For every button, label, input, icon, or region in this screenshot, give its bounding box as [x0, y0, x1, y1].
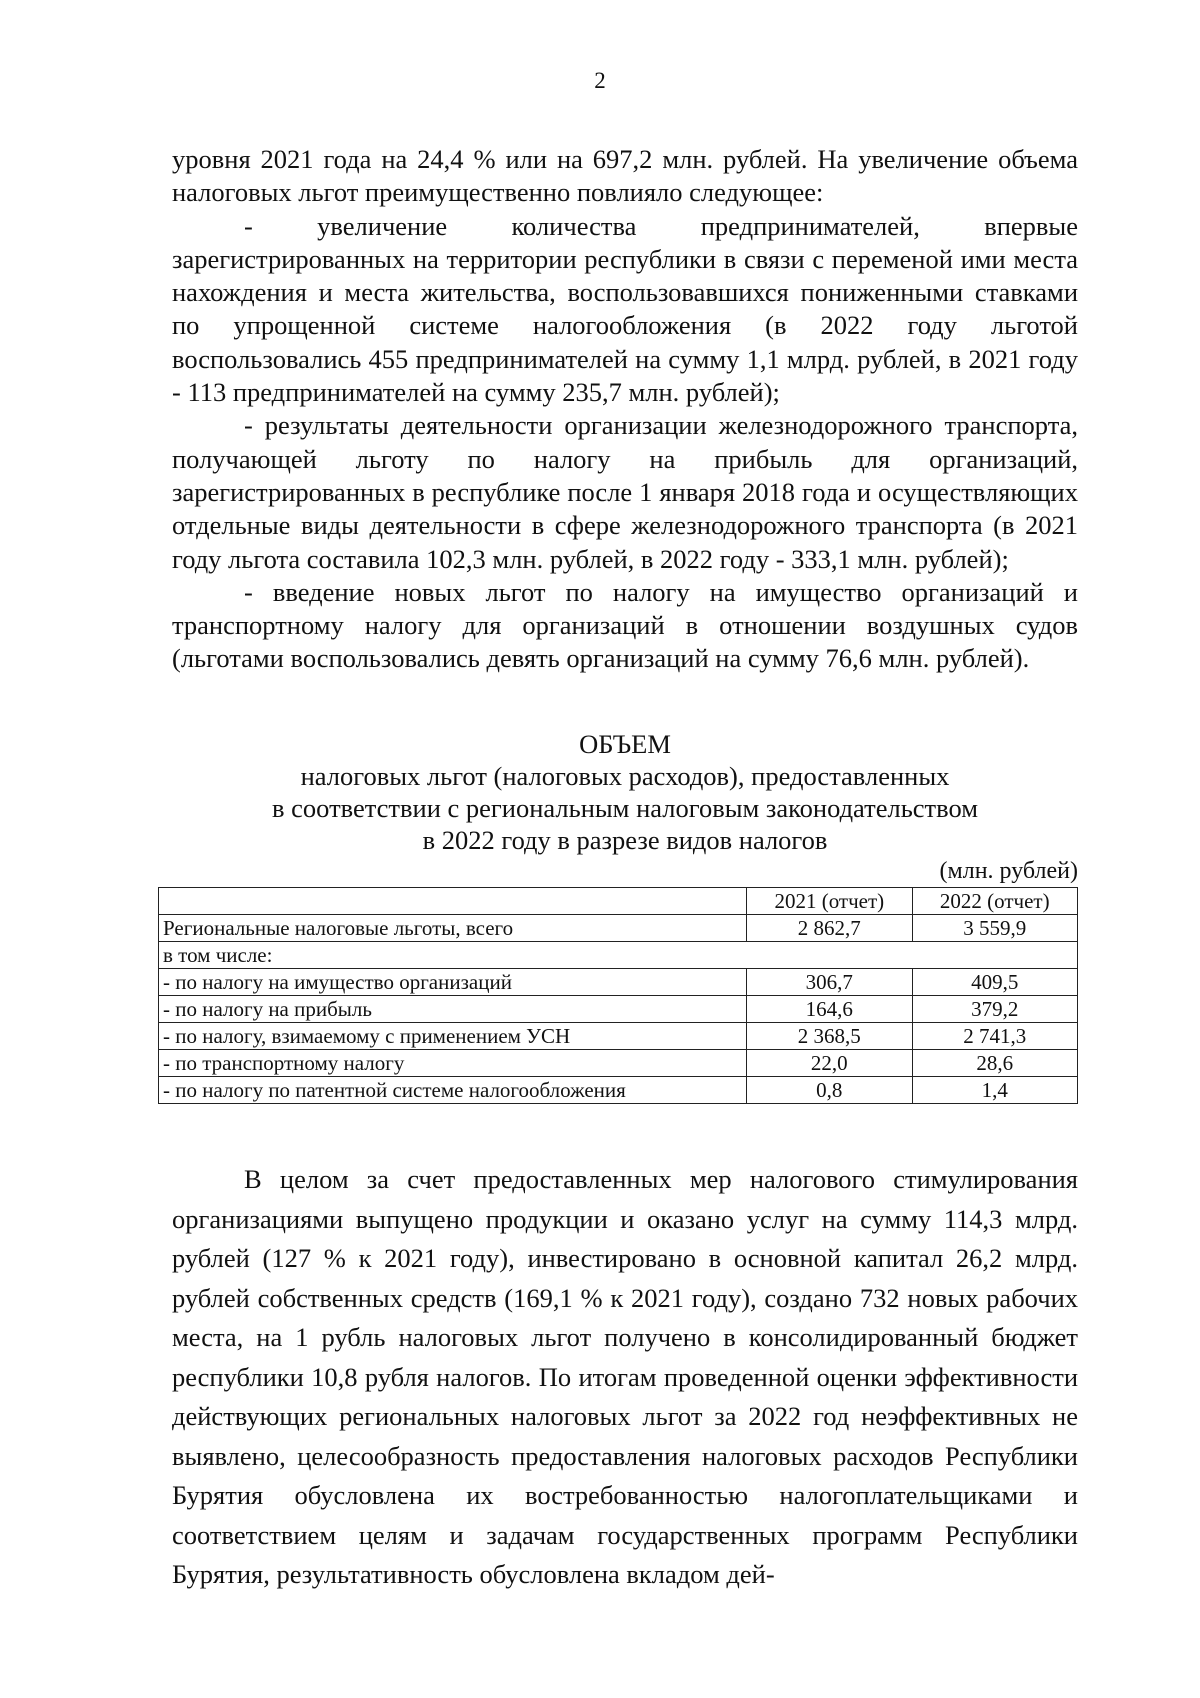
table-row — [159, 1050, 1078, 1077]
table-title-line-3: в 2022 году в разрезе видов налогов — [422, 825, 828, 855]
row-value-2021: 2 368,5 — [747, 1023, 912, 1050]
table-row — [159, 1023, 1078, 1050]
intro-bullet-railway: - результаты деятельности организации железнодорожного транспорта, получающей льготу по налогу на прибыль для организаций, зарегистрированных в республике после 1 января 2018 года и осуществляющих отдельные виды деятельности в сфере железнодорожного транспорта (в 2021 году льгота составила 102,3 млн. рублей, в 2022 году - 333,1 млн. рублей); — [172, 410, 1078, 574]
table-row — [159, 969, 1078, 996]
intro-lead-paragraph: уровня 2021 года на 24,4 % или на 697,2 млн. рублей. На увеличение объема налоговых льгот преимущественно повлияло следующее: — [172, 144, 1078, 208]
table-header-row — [159, 888, 1078, 915]
row-value-2021: 22,0 — [747, 1050, 912, 1077]
intro-bullet-aircraft: - введение новых льгот по налогу на имущество организаций и транспортному налогу для организаций в отношении воздушных судов (льготами воспользовались девять организаций на сумму 76,6 млн. рублей). — [172, 576, 1078, 674]
row-value-2021: 164,6 — [747, 996, 912, 1023]
conclusion-section — [172, 1160, 1078, 1595]
row-value-2021: 0,8 — [747, 1077, 912, 1104]
table-row — [159, 1077, 1078, 1104]
row-label: - по налогу, взимаемому с применением УСН — [159, 1023, 747, 1050]
intro-section — [172, 143, 1078, 676]
row-value-2022: 409,5 — [912, 969, 1077, 996]
row-label: в том числе: — [159, 942, 1078, 969]
column-header-2022: 2022 (отчет) — [912, 888, 1077, 915]
row-label: Региональные налоговые льготы, всего — [159, 915, 747, 942]
row-value-2021: 2 862,7 — [747, 915, 912, 942]
row-value-2022: 379,2 — [912, 996, 1077, 1023]
row-label: - по налогу на имущество организаций — [159, 969, 747, 996]
row-label: - по транспортному налогу — [159, 1050, 747, 1077]
table-row — [159, 996, 1078, 1023]
column-header-name — [159, 888, 747, 915]
table-row-including — [159, 942, 1078, 969]
table-title-line-2: в соответствии с региональным налоговым законодательством — [272, 793, 978, 823]
row-value-2022: 1,4 — [912, 1077, 1077, 1104]
table-title-line-1: налоговых льгот (налоговых расходов), предоставленных — [300, 761, 950, 791]
table-title — [172, 728, 1078, 856]
row-label: - по налогу по патентной системе налогообложения — [159, 1077, 747, 1104]
page-number: 2 — [594, 68, 606, 93]
row-value-2022: 28,6 — [912, 1050, 1077, 1077]
table-row-total — [159, 915, 1078, 942]
row-label: - по налогу на прибыль — [159, 996, 747, 1023]
conclusion-paragraph: В целом за счет предоставленных мер налогового стимулирования организациями выпущено продукции и оказано услуг на сумму 114,3 млрд. рублей (127 % к 2021 году), инвестировано в основной капитал 26,2 млрд. рублей собственных средств (169,1 % к 2021 году), создано 732 новых рабочих места, на 1 рубль налоговых льгот получено в консолидированный бюджет республики 10,8 рубля налогов. По итогам проведенной оценки эффективности действующих региональных налоговых льгот за 2022 год неэффективных не выявлено, целесообразность предоставления налоговых расходов Республики Бурятия обусловлена их востребованностью налогоплательщиками и соответствием целям и задачам государственных программ Республики Бурятия, результативность обусловлена вкладом дей- — [172, 1164, 1078, 1589]
units-label: (млн. рублей) — [939, 858, 1078, 884]
row-value-2022: 2 741,3 — [912, 1023, 1077, 1050]
tax-benefits-table — [158, 887, 1078, 1104]
row-value-2021: 306,7 — [747, 969, 912, 996]
row-value-2022: 3 559,9 — [912, 915, 1077, 942]
table-title-heading: ОБЪЕМ — [579, 729, 671, 759]
column-header-2021: 2021 (отчет) — [747, 888, 912, 915]
intro-bullet-entrepreneurs: - увеличение количества предпринимателей, впервые зарегистрированных на территории республики в связи с переменой ими места нахождения и места жительства, воспользовавшихся пониженными ставками по упрощенной системе налогообложения (в 2022 году льготой воспользовались 455 предпринимателей на сумму 1,1 млрд. рублей, в 2021 году - 113 предпринимателей на сумму 235,7 млн. рублей); — [172, 210, 1078, 408]
